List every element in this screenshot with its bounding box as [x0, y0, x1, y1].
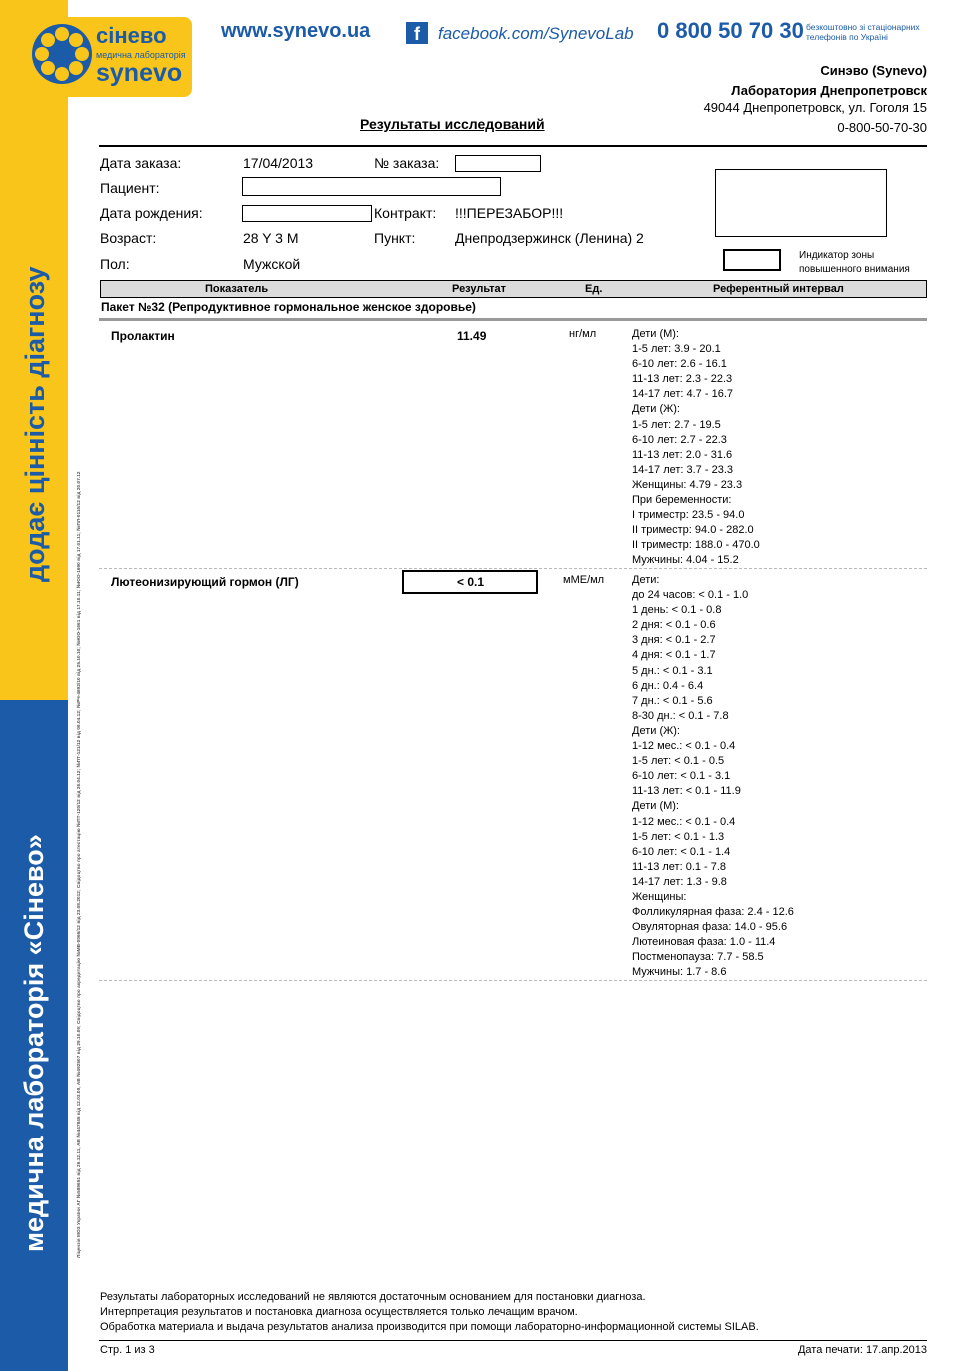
- test-unit: мМЕ/мл: [563, 574, 605, 586]
- flower-logo-icon: [30, 22, 94, 86]
- print-date: Дата печати: 17.апр.2013: [797, 1344, 927, 1356]
- side-license-text: Ліцензія МОЗ України АГ №589651 від 26.12.11, АВ №447845 від 12.03.09, АВ №492507 від 29.10.09; Свідоцтво про акредитацію №МВ-0066/12 від 23.08.2012; Свідоцтво про атестацію №ПТ-120/12 від 26.04.12; №ПТ-121/12 від 06.04.12; №РЧ-4692/10 від 25.10.10; №ЮО-1661 від 17.10.11; №ЮО-1690 від 17.01.11; №ПЛ-0110/12 від 20.07.12: [76, 471, 81, 1258]
- reference-line: 11-13 лет: < 0.1 - 11.9: [632, 785, 741, 798]
- reference-line: Дети (Ж):: [632, 724, 680, 737]
- package-divider: [99, 318, 927, 321]
- side-slogan: додає цінність діагнозу: [20, 266, 50, 582]
- reference-line: 8-30 дн.: < 0.1 - 7.8: [632, 709, 729, 722]
- reference-line: Женщины:: [632, 890, 687, 903]
- reference-line: Лютеиновая фаза: 1.0 - 11.4: [632, 936, 776, 949]
- reference-line: 3 дня: < 0.1 - 2.7: [632, 634, 716, 647]
- reference-interval: [632, 327, 760, 569]
- attention-indicator-swatch: [723, 249, 781, 271]
- page-title: Результаты исследований: [360, 116, 545, 132]
- facebook-icon: f: [406, 22, 428, 44]
- test-result: < 0.1: [457, 575, 485, 589]
- reference-line: II триместр: 188.0 - 470.0: [632, 539, 760, 552]
- facebook-link[interactable]: facebook.com/SynevoLab: [438, 24, 634, 43]
- reference-interval: [632, 573, 794, 981]
- reference-line: 11-13 лет: 2.3 - 22.3: [632, 373, 733, 386]
- page-number: Стр. 1 из 3: [100, 1344, 155, 1356]
- reference-line: 6-10 лет: 2.6 - 16.1: [632, 358, 727, 371]
- test-unit: нг/мл: [569, 328, 597, 340]
- reference-line: 14-17 лет: 3.7 - 23.3: [632, 463, 733, 476]
- age-label: Возраст:: [100, 230, 157, 246]
- attention-indicator-label: Индикатор зоны повышенного внимания: [799, 250, 910, 275]
- col-header-result: Результат: [452, 283, 507, 295]
- logo-text-ua: сінево: [96, 23, 167, 48]
- test-result: 11.49: [457, 329, 487, 343]
- reference-line: 5 дн.: < 0.1 - 3.1: [632, 664, 713, 677]
- reference-line: Мужчины: 4.04 - 15.2: [632, 554, 739, 567]
- reference-line: Дети (М):: [632, 328, 679, 340]
- col-header-test: Показатель: [205, 283, 269, 295]
- patient-label: Пациент:: [100, 180, 160, 196]
- results-table-header: [100, 280, 927, 298]
- reference-line: Дети:: [632, 574, 660, 586]
- lab-address: 49044 Днепропетровск, ул. Гоголя 15: [703, 100, 927, 115]
- dob-redacted: [242, 205, 372, 222]
- disclaimer-3: Обработка материала и выдача результатов анализа производится при помощи лабораторно-информационной системы SILAB.: [100, 1321, 759, 1333]
- row-separator: [99, 568, 927, 569]
- reference-line: 6 дн.: 0.4 - 6.4: [632, 679, 704, 692]
- reference-line: 14-17 лет: 4.7 - 16.7: [632, 388, 733, 401]
- lab-name: Синэво (Synevo): [820, 63, 927, 78]
- reference-line: до 24 часов: < 0.1 - 1.0: [632, 589, 749, 602]
- reference-line: 1-5 лет: < 0.1 - 1.3: [632, 830, 725, 843]
- point-value: Днепродзержинск (Ленина) 2: [455, 230, 644, 246]
- logo-subtitle: медична лабораторія: [96, 50, 186, 60]
- reference-line: 2 дня: < 0.1 - 0.6: [632, 619, 716, 632]
- website-link[interactable]: www.synevo.ua: [221, 20, 371, 42]
- contract-label: Контракт:: [374, 205, 437, 221]
- reference-line: 1-5 лет: 2.7 - 19.5: [632, 418, 721, 431]
- reference-line: I триместр: 23.5 - 94.0: [632, 509, 745, 522]
- sex-label: Пол:: [100, 256, 130, 272]
- reference-line: Дети (М):: [632, 800, 679, 813]
- disclaimer-2: Интерпретация результатов и постановка диагноза осуществляется только лечащим врачом.: [100, 1306, 578, 1318]
- reference-line: 1 день: < 0.1 - 0.8: [632, 604, 722, 617]
- reference-line: 6-10 лет: < 0.1 - 1.4: [632, 845, 731, 858]
- age-value: 28 Y 3 M: [243, 230, 299, 246]
- col-header-reference: Референтный интервал: [713, 283, 844, 295]
- col-header-unit: Ед.: [585, 283, 603, 295]
- footer-divider: [99, 1340, 927, 1341]
- reference-line: 7 дн.: < 0.1 - 5.6: [632, 694, 713, 707]
- patient-name-redacted: [242, 177, 501, 196]
- row-separator: [99, 980, 927, 981]
- test-name: Пролактин: [111, 329, 175, 343]
- barcode-box: [715, 169, 887, 237]
- order-number-redacted: [455, 155, 541, 172]
- reference-line: При беременности:: [632, 494, 732, 507]
- hotline-phone: 0 800 50 70 30: [657, 18, 804, 43]
- reference-line: 1-5 лет: 3.9 - 20.1: [632, 343, 721, 356]
- reference-line: Дети (Ж):: [632, 403, 680, 416]
- reference-line: 1-12 мес.: < 0.1 - 0.4: [632, 740, 736, 753]
- reference-line: Фолликулярная фаза: 2.4 - 12.6: [632, 906, 794, 919]
- disclaimer-1: Результаты лабораторных исследований не являются достаточным основанием для постановки диагноза.: [100, 1291, 646, 1303]
- reference-line: Мужчины: 1.7 - 8.6: [632, 966, 727, 979]
- lab-branch: Лаборатория Днепропетровск: [731, 83, 927, 98]
- reference-line: 14-17 лет: 1.3 - 9.8: [632, 875, 727, 888]
- reference-line: 6-10 лет: 2.7 - 22.3: [632, 433, 727, 446]
- reference-line: 4 дня: < 0.1 - 1.7: [632, 649, 716, 662]
- reference-line: II триместр: 94.0 - 282.0: [632, 524, 754, 537]
- contract-value: !!!ПЕРЕЗАБОР!!!: [455, 205, 564, 221]
- order-date-label: Дата заказа:: [100, 155, 182, 171]
- lab-phone: 0-800-50-70-30: [837, 120, 927, 135]
- reference-line: 11-13 лет: 2.0 - 31.6: [632, 448, 733, 461]
- point-label: Пункт:: [374, 230, 416, 246]
- order-date-value: 17/04/2013: [243, 155, 314, 171]
- reference-line: 6-10 лет: < 0.1 - 3.1: [632, 770, 731, 783]
- reference-line: 1-12 мес.: < 0.1 - 0.4: [632, 815, 736, 828]
- sex-value: Мужской: [243, 256, 301, 272]
- reference-line: Постменопауза: 7.7 - 58.5: [632, 951, 764, 964]
- test-name: Лютеонизирующий гормон (ЛГ): [111, 575, 299, 589]
- divider: [99, 145, 927, 147]
- package-title: Пакет №32 (Репродуктивное гормональное женское здоровье): [101, 300, 476, 314]
- order-number-label: № заказа:: [374, 155, 440, 171]
- reference-line: 1-5 лет: < 0.1 - 0.5: [632, 755, 725, 768]
- reference-line: Овуляторная фаза: 14.0 - 95.6: [632, 921, 788, 934]
- reference-line: Женщины: 4.79 - 23.3: [632, 478, 743, 491]
- hotline-note: безкоштовно зі стаціонарних телефонів по Україні: [806, 22, 920, 42]
- reference-line: 11-13 лет: 0.1 - 7.8: [632, 860, 727, 873]
- logo-text-en: synevo: [96, 59, 183, 87]
- dob-label: Дата рождения:: [100, 205, 203, 221]
- side-lab-name: медична лабораторія «Сінево»: [19, 834, 49, 1252]
